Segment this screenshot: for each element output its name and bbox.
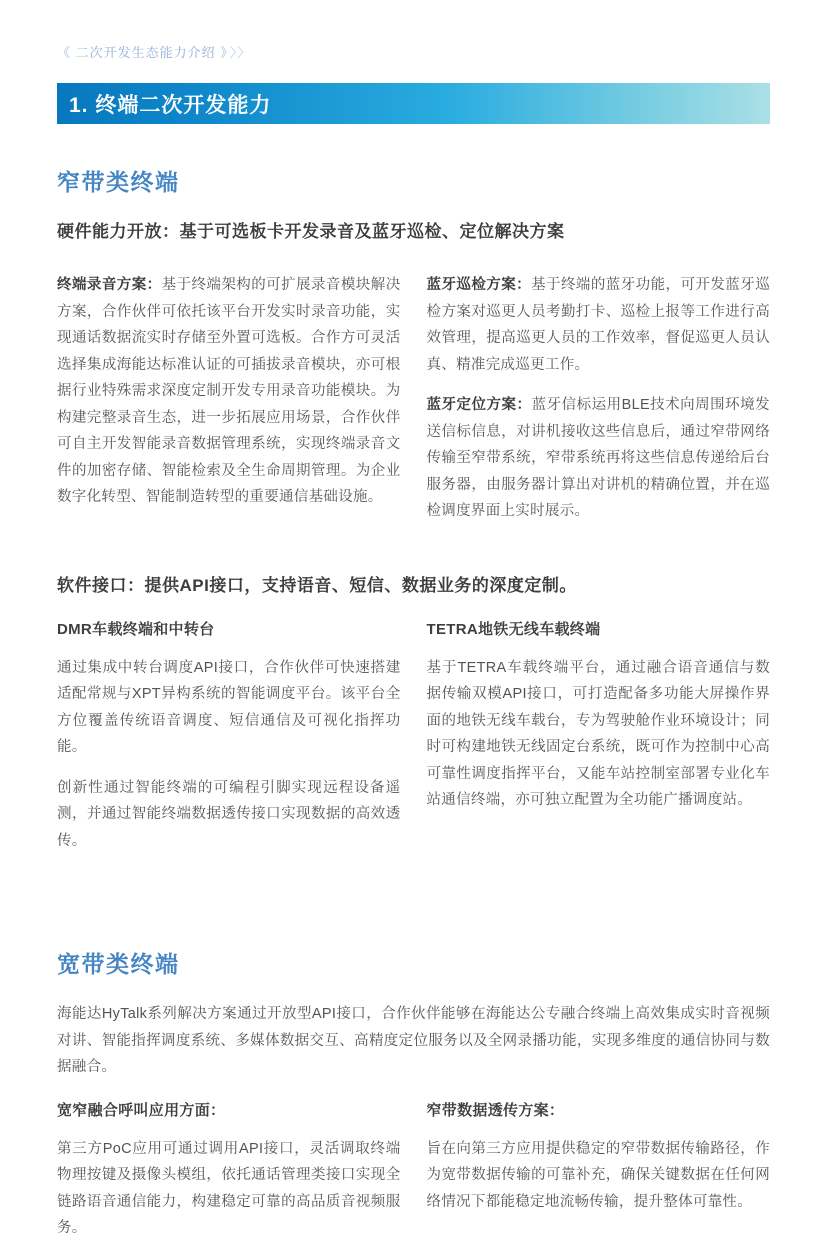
bt-patrol-lead: 蓝牙巡检方案： — [426, 277, 532, 293]
tetra-column — [427, 618, 771, 855]
tetra-paragraph: 基于TETRA车载终端平台，通过融合语音通信与数据传输双模API接口，可打造配备多功能大屏操作界面的地铁无线车载台，专为驾驶舱作业环境设计；同时可构建地铁无线固定台系统，既可作为控制中心高可靠性调度指挥平台，又能车站控制室部署专业化车站通信终端，亦可独立配置为全功能广播调度站。 — [426, 659, 770, 808]
bt-location-paragraph — [427, 392, 771, 525]
recording-paragraph — [57, 272, 401, 511]
bluetooth-column — [427, 272, 771, 525]
dmr-column — [57, 618, 401, 855]
breadcrumb-chevrons-icon: 〉〉 — [229, 45, 252, 60]
broadband-intro: 海能达HyTalk系列解决方案通过开放型API接口，合作伙伴能够在海能达公专融合终端上高效集成实时音视频对讲、智能指挥调度系统、多媒体数据交互、高精度定位服务以及全网录播功能，实现多维度的通信协同与数据融合。 — [57, 1006, 770, 1075]
tetra-column-title: TETRA地铁无线车载终端 — [426, 620, 601, 638]
software-interface-heading: 软件接口：提供API接口，支持语音、短信、数据业务的深度定制。 — [57, 575, 577, 595]
narrowband-section-title: 窄带类终端 — [57, 169, 180, 195]
recording-column — [57, 272, 401, 525]
broadband-section-title: 宽带类终端 — [57, 951, 180, 977]
bt-patrol-paragraph — [427, 272, 771, 378]
passthrough-title: 窄带数据透传方案： — [426, 1101, 565, 1119]
breadcrumb-label: 《 二次开发生态能力介绍 》 — [57, 45, 228, 60]
hardware-capability-heading: 硬件能力开放：基于可选板卡开发录音及蓝牙巡检、定位解决方案 — [57, 222, 565, 241]
bt-location-lead: 蓝牙定位方案： — [426, 397, 532, 413]
dmr-paragraph-1: 通过集成中转台调度API接口，合作伙伴可快速搭建适配常规与XPT异构系统的智能调度平台。该平台全方位覆盖传统语音调度、短信通信及可视化指挥功能。 — [57, 659, 401, 755]
hardware-columns — [57, 272, 770, 525]
passthrough-column — [427, 1099, 771, 1242]
fusion-call-paragraph: 第三方PoC应用可通过调用API接口，灵活调取终端物理按键及摄像头模组，依托通话管理类接口实现全链路语音通信能力，构建稳定可靠的高品质音视频服务。 — [57, 1140, 401, 1236]
recording-body: 基于终端架构的可扩展录音模块解决方案，合作伙伴可依托该平台开发实时录音功能，实现通话数据流实时存储至外置可选板。合作方可灵活选择集成海能达标准认证的可插拔录音模块，亦可根据行业特殊需求深度定制开发专用录音功能模块。为构建完整录音生态，进一步拓展应用场景，合作伙伴可自主开发智能录音数据管理系统，实现终端录音文件的加密存储、智能检索及全生命周期管理。为企业数字化转型、智能制造转型的重要通信基础设施。 — [57, 277, 401, 505]
section-banner — [57, 83, 770, 124]
broadband-columns — [57, 1099, 770, 1242]
fusion-call-title: 宽窄融合呼叫应用方面： — [57, 1101, 226, 1119]
bt-location-body: 蓝牙信标运用BLE技术向周围环境发送信标信息，对讲机接收这些信息后，通过窄带网络传输至窄带系统，窄带系统再将这些信息传递给后台服务器，由服务器计算出对讲机的精确位置，并在巡检调度界面上实时展示。 — [426, 397, 770, 519]
banner-title: 1. 终端二次开发能力 — [69, 93, 272, 117]
dmr-column-title: DMR车载终端和中转台 — [57, 620, 215, 638]
software-columns — [57, 618, 770, 855]
breadcrumb — [57, 42, 770, 61]
dmr-paragraph-2: 创新性通过智能终端的可编程引脚实现远程设备遥测，并通过智能终端数据透传接口实现数据的高效透传。 — [57, 779, 401, 849]
recording-lead: 终端录音方案： — [57, 277, 162, 293]
passthrough-paragraph: 旨在向第三方应用提供稳定的窄带数据传输路径，作为宽带数据传输的可靠补充，确保关键数据在任何网络情况下都能稳定地流畅传输，提升整体可靠性。 — [426, 1140, 770, 1210]
bt-patrol-body: 基于终端的蓝牙功能，可开发蓝牙巡检方案对巡更人员考勤打卡、巡检上报等工作进行高效管理，提高巡更人员的工作效率，督促巡更人员认真、精准完成巡更工作。 — [426, 277, 770, 373]
fusion-call-column — [57, 1099, 401, 1242]
